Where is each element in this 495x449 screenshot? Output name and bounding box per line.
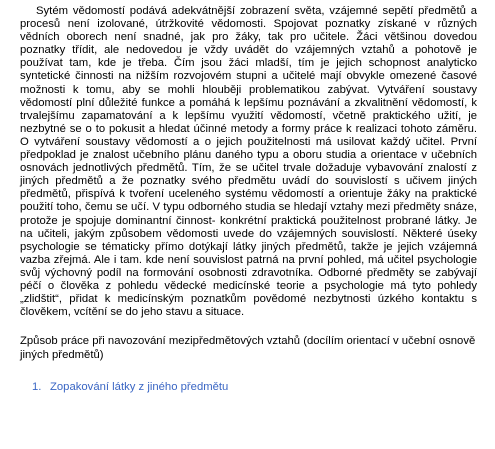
body-paragraph-1: Sytém vědomostí podává adekvátnější zobrazení světa, vzájemné sepětí předmětů a procesů není izolované, útržkovité vědomosti. Spojovat poznatky získané v různých vědních oborech není snadné, jak pro žáky, tak pro učitele. Žáci většinou dovedou poznatky třídit, ale nedovedou je vždy uvádět do vzájemných vztahů a pohotově je používat tam, kde je třeba. Čím jsou žáci mladší, tím je jejich schopnost analyticko syntetické činnosti na nižším rozvojovém stupni a učitelé mají obvykle omezené časové možnosti k tomu, aby se mohli hlouběji problematikou zabývat. Vytváření soustavy vědomostí plní důležité funkce a pomáhá k lepšímu poznávání a zkvalitnění vědomostí, k trvalejšímu zapamatování a k lepšímu využití vědomostí, včetně praktického užití, je nezbytné se o to pokusit a hledat účinné metody a formy práce k realizaci tohoto záměru. O vytváření soustavy vědomostí a o jejich použitelnosti má usilovat každý učitel. První předpoklad je znalost učebního plánu daného typu a oboru studia a orientace v učebních osnovách jednotlivých předmětů. Tím, že se učitel trvale dožaduje vybavování znalostí z jiných předmětů a že poznatky svého předmětu uvádí do souvislostí s učivem jiných předmětů, přispívá k tvoření uceleného systému vědomostí a orientuje žáky na praktické použití toho, čemu se učí. V typu odborného studia se hledají vztahy mezi předměty snáze, protože je spojuje dominantní činnost- konkrétní praktická použitelnost probrané látky. Je na učiteli, jakým způsobem vědomosti uvede do vzájemných souvislostí. Některé úseky psychologie se tématicky přímo dotýkají látky jiných předmětů, takže je jejich vzájemná vazba zřejmá. Ale i tam. kde není souvislost patrná na první pohled, má učitel psychologie svůj výchovný podíl na formování osobnosti zdravotníka. Odborné předměty se zabývají péčí o člověka z pohledu vědecké medicínské teorie a psychologie má tyto pohledy „zlidštit“, přidat k medicínským poznatkům povědomé nezbytnosti úzkého kontaktu s člověkem, vcítění se do jeho stavu a situace.: [20, 5, 477, 319]
list-item: [20, 380, 477, 394]
list-item-number: 1.: [32, 381, 42, 394]
body-paragraph-2: Způsob práce při navozování mezipředmětových vztahů (docílím orientací v učební osnově jiných předmětů): [20, 335, 476, 361]
numbered-list: [20, 380, 477, 394]
list-item-text: Zopakování látky z jiného předmětu: [50, 381, 229, 394]
